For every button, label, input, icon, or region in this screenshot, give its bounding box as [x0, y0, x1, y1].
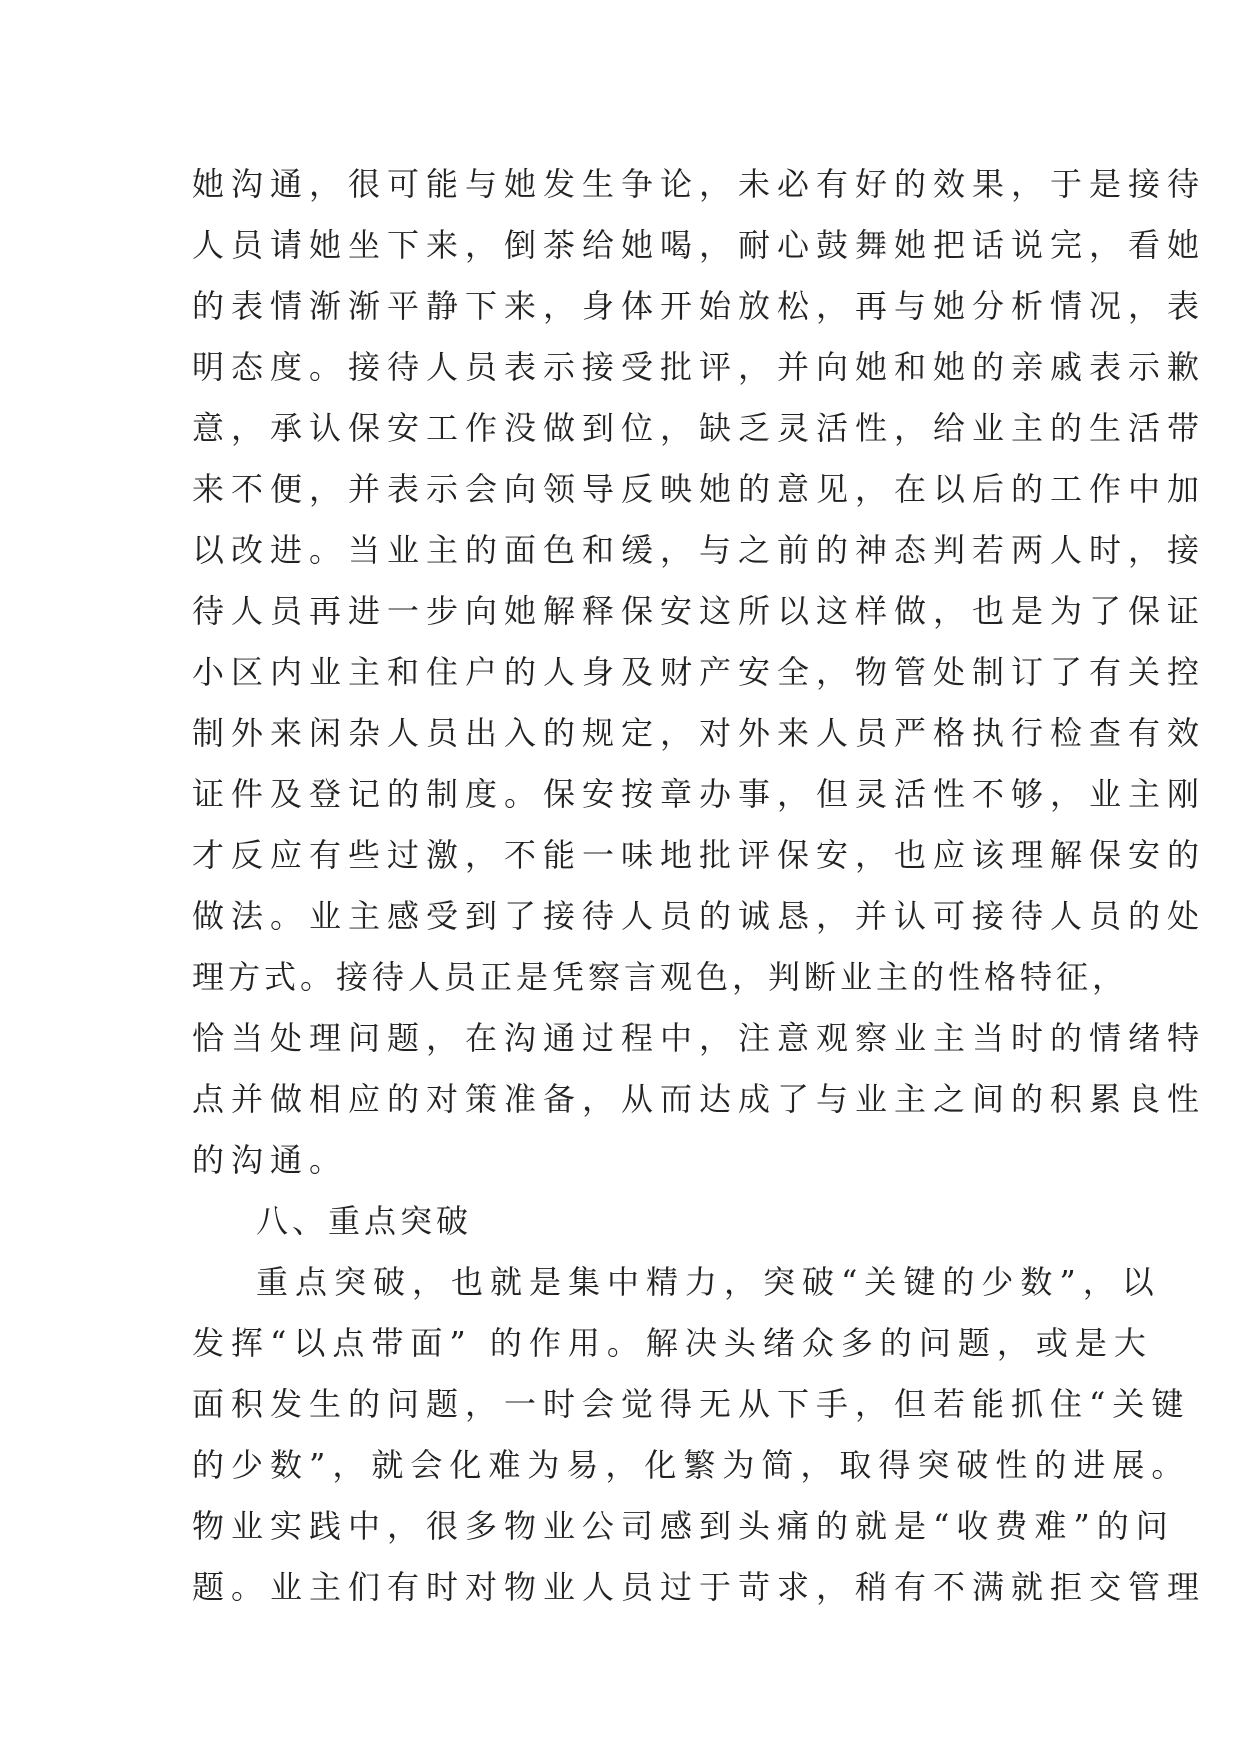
section-heading: 八、重点突破 [256, 1202, 473, 1240]
document-body [192, 154, 1207, 1618]
text-line: 的表情渐渐平静下来，身体开始放松，再与她分析情况，表 [192, 287, 1207, 325]
text-line: 恰当处理问题，在沟通过程中，注意观察业主当时的情绪特 [192, 1019, 1207, 1057]
text-line: 证件及登记的制度。保安按章办事，但灵活性不够，业主刚 [192, 775, 1207, 813]
text-line: 制外来闲杂人员出入的规定，对外来人员严格执行检查有效 [192, 714, 1207, 752]
text-line: 小区内业主和住户的人身及财产安全，物管处制订了有关控 [192, 653, 1207, 691]
text-line: 来不便，并表示会向领导反映她的意见，在以后的工作中加 [192, 470, 1207, 508]
text-line: 发挥“以点带面” 的作用。解决头绪众多的问题，或是大 [192, 1324, 1153, 1362]
text-line: 才反应有些过激，不能一味地批评保安，也应该理解保安的 [192, 836, 1207, 874]
text-line: 理方式。接待人员正是凭察言观色，判断业主的性格特征， [192, 958, 1129, 996]
text-line: 点并做相应的对策准备，从而达成了与业主之间的积累良性 [192, 1080, 1207, 1118]
text-line: 重点突破，也就是集中精力，突破“关键的少数”，以 [256, 1263, 1161, 1301]
text-line: 物业实践中，很多物业公司感到头痛的就是“收费难”的问 [192, 1507, 1175, 1545]
paragraph-continued [192, 154, 1207, 1191]
text-line: 题。业主们有时对物业人员过于苛求，稍有不满就拒交管理 [192, 1568, 1207, 1606]
paragraph [192, 1252, 1207, 1618]
text-line: 以改进。当业主的面色和缓，与之前的神态判若两人时，接 [192, 531, 1207, 569]
text-line: 的少数”，就会化难为易，化繁为简，取得突破性的进展。 [192, 1446, 1191, 1484]
text-line: 做法。业主感受到了接待人员的诚恳，并认可接待人员的处 [192, 897, 1207, 935]
text-line: 待人员再进一步向她解释保安这所以这样做，也是为了保证 [192, 592, 1207, 630]
text-line: 明态度。接待人员表示接受批评，并向她和她的亲戚表示歉 [192, 348, 1207, 386]
text-line: 意，承认保安工作没做到位，缺乏灵活性，给业主的生活带 [192, 409, 1207, 447]
text-line: 她沟通，很可能与她发生争论，未必有好的效果，于是接待 [192, 165, 1207, 203]
text-line: 的沟通。 [192, 1141, 349, 1179]
text-line: 面积发生的问题，一时会觉得无从下手，但若能抓住“关键 [192, 1385, 1191, 1423]
text-line: 人员请她坐下来，倒茶给她喝，耐心鼓舞她把话说完，看她 [192, 226, 1207, 264]
